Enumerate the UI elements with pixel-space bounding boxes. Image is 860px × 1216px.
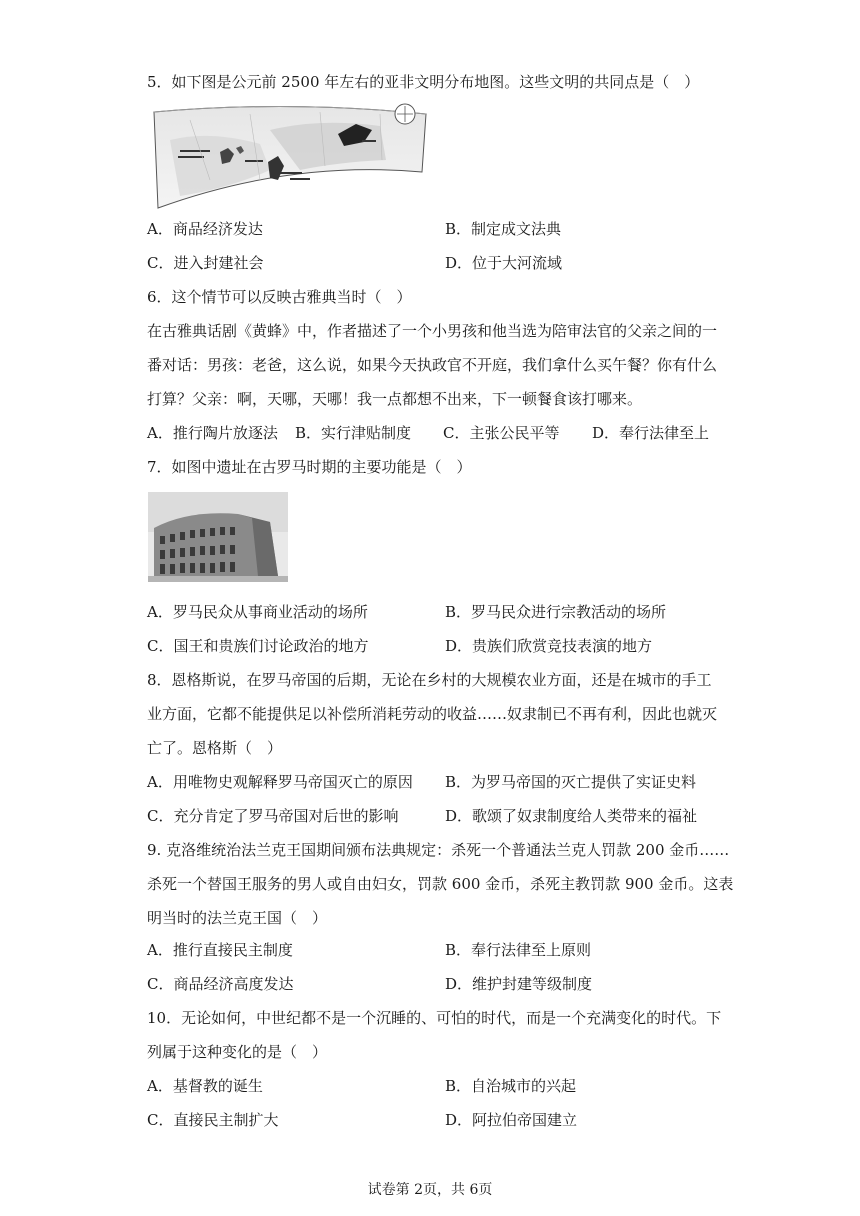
colosseum-photo [148,492,288,582]
q5-option-b: B．制定成文法典 [445,220,562,238]
q8-option-b: B．为罗马帝国的灭亡提供了实证史料 [445,773,697,791]
q8-option-a: A．用唯物史观解释罗马帝国灭亡的原因 [147,773,413,791]
q5-stem: 5．如下图是公元前 2500 年左右的亚非文明分布地图。这些文明的共同点是（ ） [147,73,700,91]
q9-stem-line-2: 杀死一个替国王服务的男人或自由妇女，罚款 600 金币，杀死主教罚款 900 金币。这表 [147,875,734,893]
q6-option-d: D．奉行法律至上 [592,424,710,442]
q6-option-a: A．推行陶片放逐法 [147,424,278,442]
q6-option-b: B．实行津贴制度 [295,424,412,442]
q5-option-c: C．进入封建社会 [147,254,264,272]
q6-material-line-1: 在古雅典话剧《黄蜂》中，作者描述了一个小男孩和他当选为陪审法官的父亲之间的一 [147,322,718,340]
q10-option-a: A．基督教的诞生 [147,1077,263,1095]
q9-option-d: D．维护封建等级制度 [445,975,593,993]
q6-material-line-2: 番对话：男孩：老爸，这么说，如果今天执政官不开庭，我们拿什么买午餐？你有什么 [147,356,718,374]
q5-option-d: D．位于大河流域 [445,254,563,272]
q8-stem-line-2: 业方面，它都不能提供足以补偿所消耗劳动的收益……奴隶制已不再有利，因此也就灭 [147,705,718,723]
q9-option-b: B．奉行法律至上原则 [445,941,592,959]
q7-option-c: C．国王和贵族们讨论政治的地方 [147,637,369,655]
q6-material-line-3: 打算？父亲：啊，天哪，天哪！我一点都想不出来，下一顿餐食该打哪来。 [147,390,643,408]
q8-stem-line-1: 8．恩格斯说，在罗马帝国的后期，无论在乡村的大规模农业方面，还是在城市的手工 [147,671,712,689]
q9-option-c: C．商品经济高度发达 [147,975,294,993]
q10-stem-line-1: 10．无论如何，中世纪都不是一个沉睡的、可怕的时代，而是一个充满变化的时代。下 [147,1009,722,1027]
page-footer: 试卷第 2页，共 6页 [367,1182,493,1198]
q10-stem-line-2: 列属于这种变化的是（ ） [147,1043,328,1061]
q6-option-c: C．主张公民平等 [443,424,560,442]
q10-option-c: C．直接民主制扩大 [147,1111,279,1129]
q9-stem-line-1: 9. 克洛维统治法兰克王国期间颁布法典规定：杀死一个普通法兰克人罚款 200 金币…… [147,841,730,859]
q9-stem-line-3: 明当时的法兰克王国（ ） [147,909,328,927]
asia-africa-civilization-map [150,100,430,210]
q6-stem: 6．这个情节可以反映古雅典当时（ ） [147,288,412,306]
q8-option-c: C．充分肯定了罗马帝国对后世的影响 [147,807,399,825]
q5-option-a: A．商品经济发达 [147,220,263,238]
q7-stem: 7．如图中遗址在古罗马时期的主要功能是（ ） [147,458,472,476]
q7-option-d: D．贵族们欣赏竞技表演的地方 [445,637,653,655]
q8-stem-line-3: 亡了。恩格斯（ ） [147,739,283,757]
q7-option-b: B．罗马民众进行宗教活动的场所 [445,603,667,621]
q10-option-d: D．阿拉伯帝国建立 [445,1111,578,1129]
q9-option-a: A．推行直接民主制度 [147,941,293,959]
q7-option-a: A．罗马民众从事商业活动的场所 [147,603,368,621]
q8-option-d: D．歌颂了奴隶制度给人类带来的福祉 [445,807,698,825]
q10-option-b: B．自治城市的兴起 [445,1077,577,1095]
